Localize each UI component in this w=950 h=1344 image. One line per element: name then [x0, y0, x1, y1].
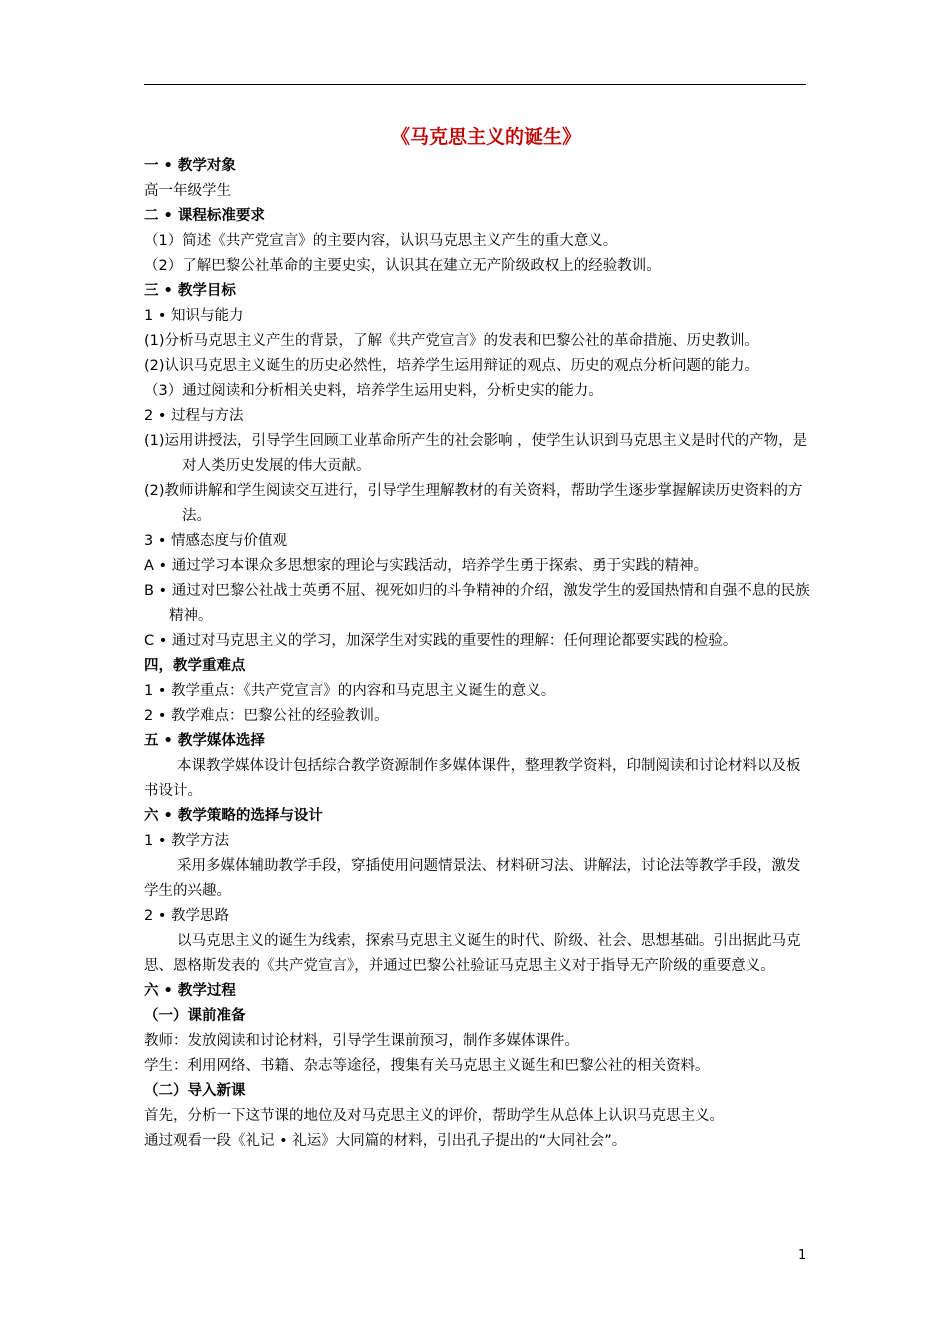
paragraph: 教师：发放阅读和讨论材料，引导学生课前预习，制作多媒体课件。: [144, 1033, 579, 1049]
section-heading: 二 • 课程标准要求: [144, 208, 265, 224]
list-item: (2)教师讲解和学生阅读交互进行，引导学生理解教材的有关资料，帮助学生逐步掌握解读历史资料的方法。: [144, 483, 803, 524]
list-item: 2 • 教学难点：巴黎公社的经验教训。: [144, 708, 389, 724]
paragraph: 学生：利用网络、书籍、杂志等途径，搜集有关马克思主义诞生和巴黎公社的相关资料。: [144, 1058, 710, 1074]
subsection-heading: 1 • 教学方法: [144, 833, 229, 849]
section-heading: 六 • 教学策略的选择与设计: [144, 808, 323, 824]
list-item: (1)分析马克思主义产生的背景，了解《共产党宣言》的发表和巴黎公社的革命措施、历史教训。: [144, 333, 760, 349]
subsection-heading: 3 • 情感态度与价值观: [144, 533, 287, 549]
section-heading: 一 • 教学对象: [144, 158, 236, 174]
document-title: 《马克思主义的诞生》: [390, 126, 581, 148]
subsection-heading: 2 • 教学思路: [144, 908, 229, 924]
list-item: （3）通过阅读和分析相关史料，培养学生运用史料，分析史实的能力。: [144, 383, 603, 399]
section-heading: 六 • 教学过程: [144, 983, 236, 999]
paragraph: 首先，分析一下这节课的地位及对马克思主义的评价，帮助学生从总体上认识马克思主义。: [144, 1108, 724, 1124]
paragraph: （1）简述《共产党宣言》的主要内容，认识马克思主义产生的重大意义。: [144, 233, 618, 249]
list-item: B • 通过对巴黎公社战士英勇不屈、视死如归的斗争精神的介绍，激发学生的爱国热情和自强不息的民族精神。: [144, 583, 810, 624]
section-heading: 三 • 教学目标: [144, 283, 236, 299]
subsection-heading: 1 • 知识与能力: [144, 308, 244, 324]
paragraph: 通过观看一段《礼记 • 礼运》大同篇的材料，引出孔子提出的“大同社会”。: [144, 1133, 627, 1149]
list-item: (2)认识马克思主义诞生的历史必然性，培养学生运用辩证的观点、历史的观点分析问题的能力。: [144, 358, 760, 374]
paragraph: 以马克思主义的诞生为线索，探索马克思主义诞生的时代、阶级、社会、思想基础。引出据此马克思、恩格斯发表的《共产党宣言》，并通过巴黎公社验证马克思主义对于指导无产阶级的重要意义。: [144, 933, 801, 974]
paragraph: 高一年级学生: [144, 183, 231, 199]
section-heading: 四，教学重难点: [144, 658, 246, 674]
subsection-heading: 2 • 过程与方法: [144, 408, 244, 424]
paragraph: 本课教学媒体设计包括综合教学资源制作多媒体课件，整理教学资料，印制阅读和讨论材料以及板书设计。: [144, 758, 801, 799]
list-item: (1)运用讲授法，引导学生回顾工业革命所产生的社会影响 ，使学生认识到马克思主义是时代的产物，是对人类历史发展的伟大贡献。: [144, 433, 808, 474]
list-item: A • 通过学习本课众多思想家的理论与实践活动，培养学生勇于探索、勇于实践的精神。: [144, 558, 709, 574]
paragraph: 采用多媒体辅助教学手段，穿插使用问题情景法、材料研习法、讲解法，讨论法等教学手段，激发学生的兴趣。: [144, 858, 801, 899]
subsection-heading: （一）课前准备: [144, 1008, 246, 1024]
header-rule: [144, 84, 806, 85]
section-heading: 五 • 教学媒体选择: [144, 733, 265, 749]
document-body: [144, 122, 812, 1154]
page-number: 1: [798, 1248, 807, 1263]
paragraph: （2）了解巴黎公社革命的主要史实，认识其在建立无产阶级政权上的经验教训。: [144, 258, 661, 274]
list-item: 1 • 教学重点：《共产党宣言》的内容和马克思主义诞生的意义。: [144, 683, 556, 699]
subsection-heading: （二）导入新课: [144, 1083, 246, 1099]
list-item: C • 通过对马克思主义的学习，加深学生对实践的重要性的理解：任何理论都要实践的检验。: [144, 633, 738, 649]
